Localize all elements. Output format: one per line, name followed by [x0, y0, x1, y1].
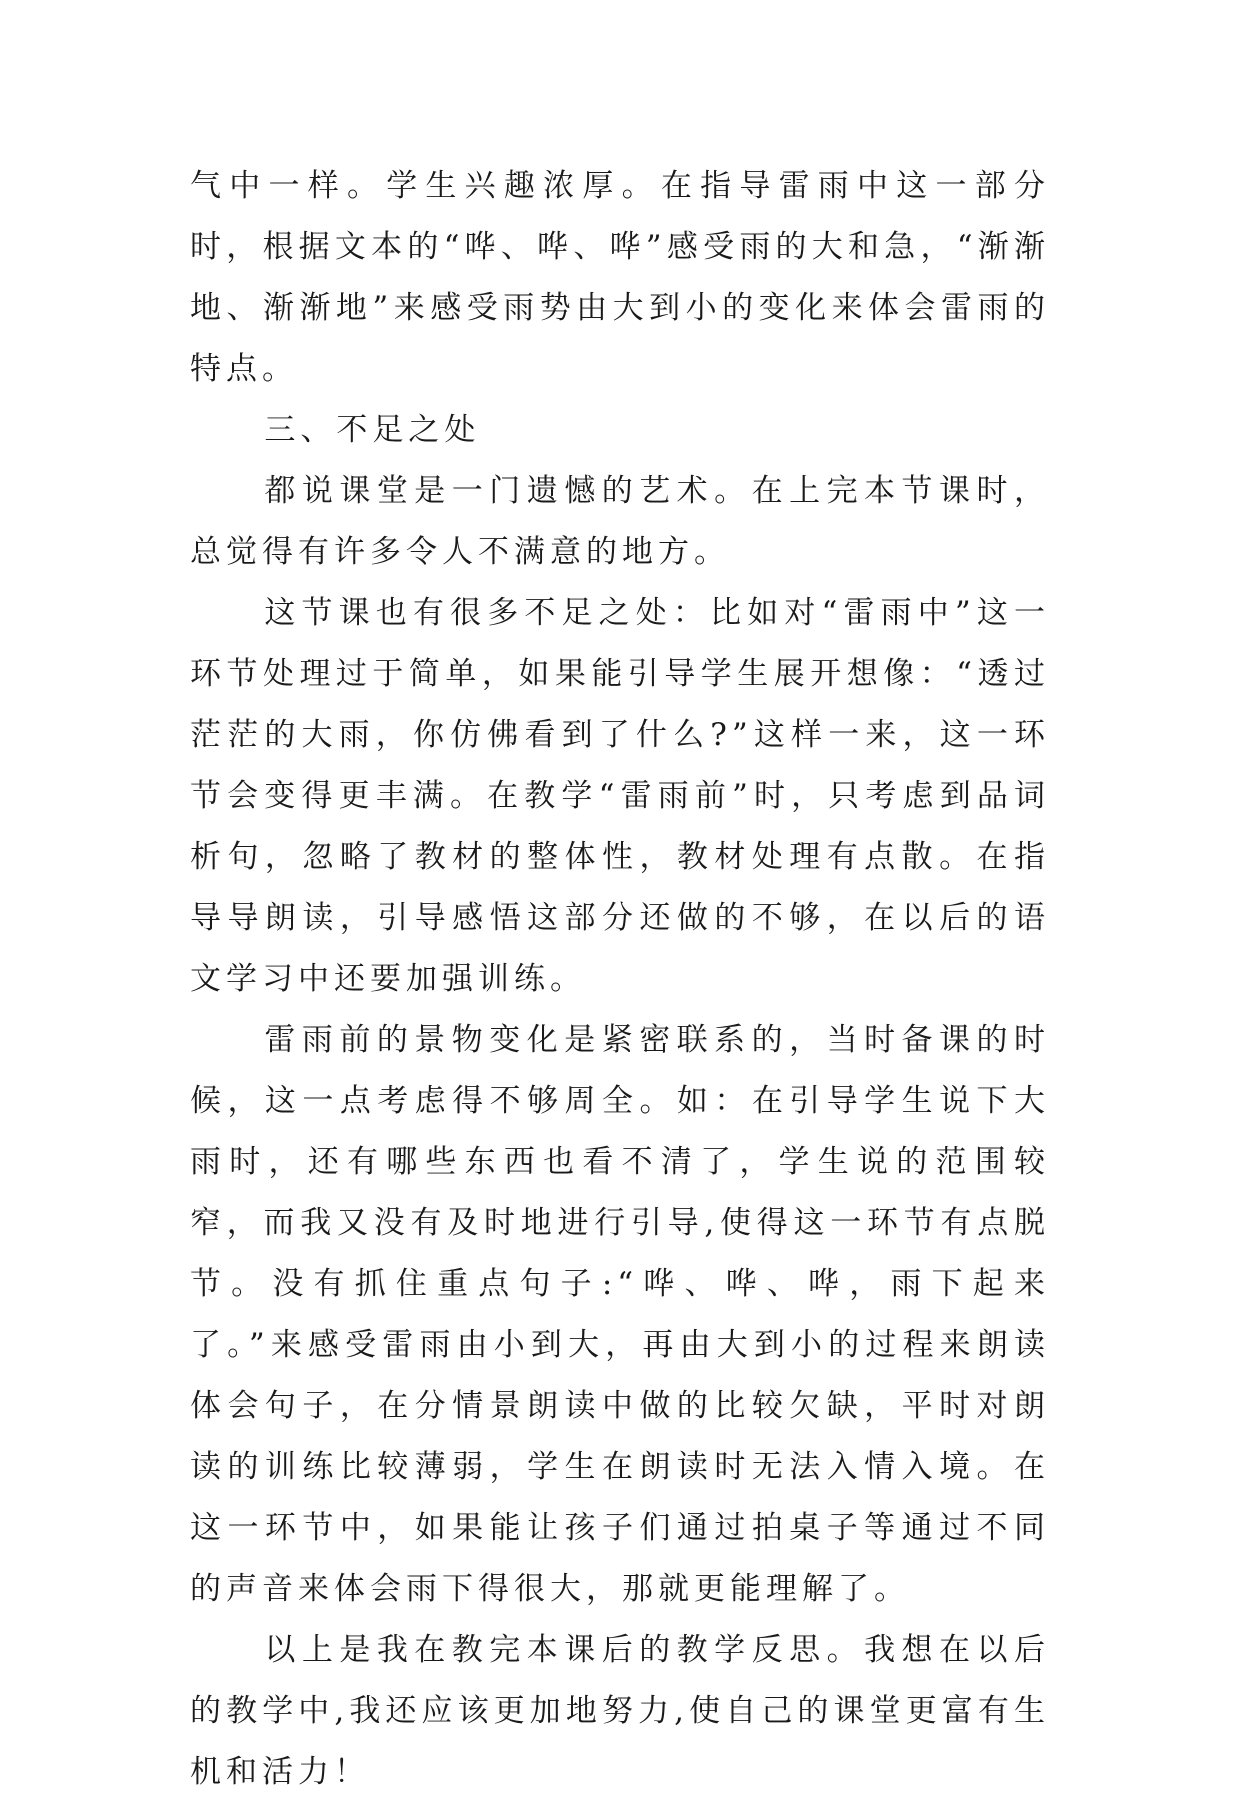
paragraph: 都说课堂是一门遗憾的艺术。在上完本节课时，总觉得有许多令人不满意的地方。	[190, 473, 1050, 570]
paragraph: 这节课也有很多不足之处：比如对“雷雨中”这一环节处理过于简单，如果能引导学生展开想像：“透过茫茫的大雨，你仿佛看到了什么?”这样一来，这一环节会变得更丰满。在教学“雷雨前”时，只考虑到品词析句，忽略了教材的整体性，教材处理有点散。在指导导朗读，引导感悟这部分还做的不够，在以后的语文学习中还要加强训练。	[190, 595, 1050, 997]
paragraph: 雷雨前的景物变化是紧密联系的，当时备课的时候，这一点考虑得不够周全。如：在引导学生说下大雨时，还有哪些东西也看不清了，学生说的范围较窄，而我又没有及时地进行引导,使得这一环节有点脱节。没有抓住重点句子:“哗、哗、哗，雨下起来了。”来感受雷雨由小到大，再由大到小的过程来朗读体会句子，在分情景朗读中做的比较欠缺，平时对朗读的训练比较薄弱，学生在朗读时无法入情入境。在这一环节中，如果能让孩子们通过拍桌子等通过不同的声音来体会雨下得很大，那就更能理解了。	[190, 1022, 1050, 1607]
paragraph: 以上是我在教完本课后的教学反思。我想在以后的教学中,我还应该更加地努力,使自己的课堂更富有生机和活力！	[190, 1632, 1050, 1790]
paragraph-continuation: 气中一样。学生兴趣浓厚。在指导雷雨中这一部分时，根据文本的“哗、哗、哗”感受雨的大和急，“渐渐地、渐渐地”来感受雨势由大到小的变化来体会雷雨的特点。	[190, 168, 1050, 387]
section-heading-shortcomings: 三、不足之处	[264, 412, 481, 448]
document-body	[190, 156, 1050, 1803]
